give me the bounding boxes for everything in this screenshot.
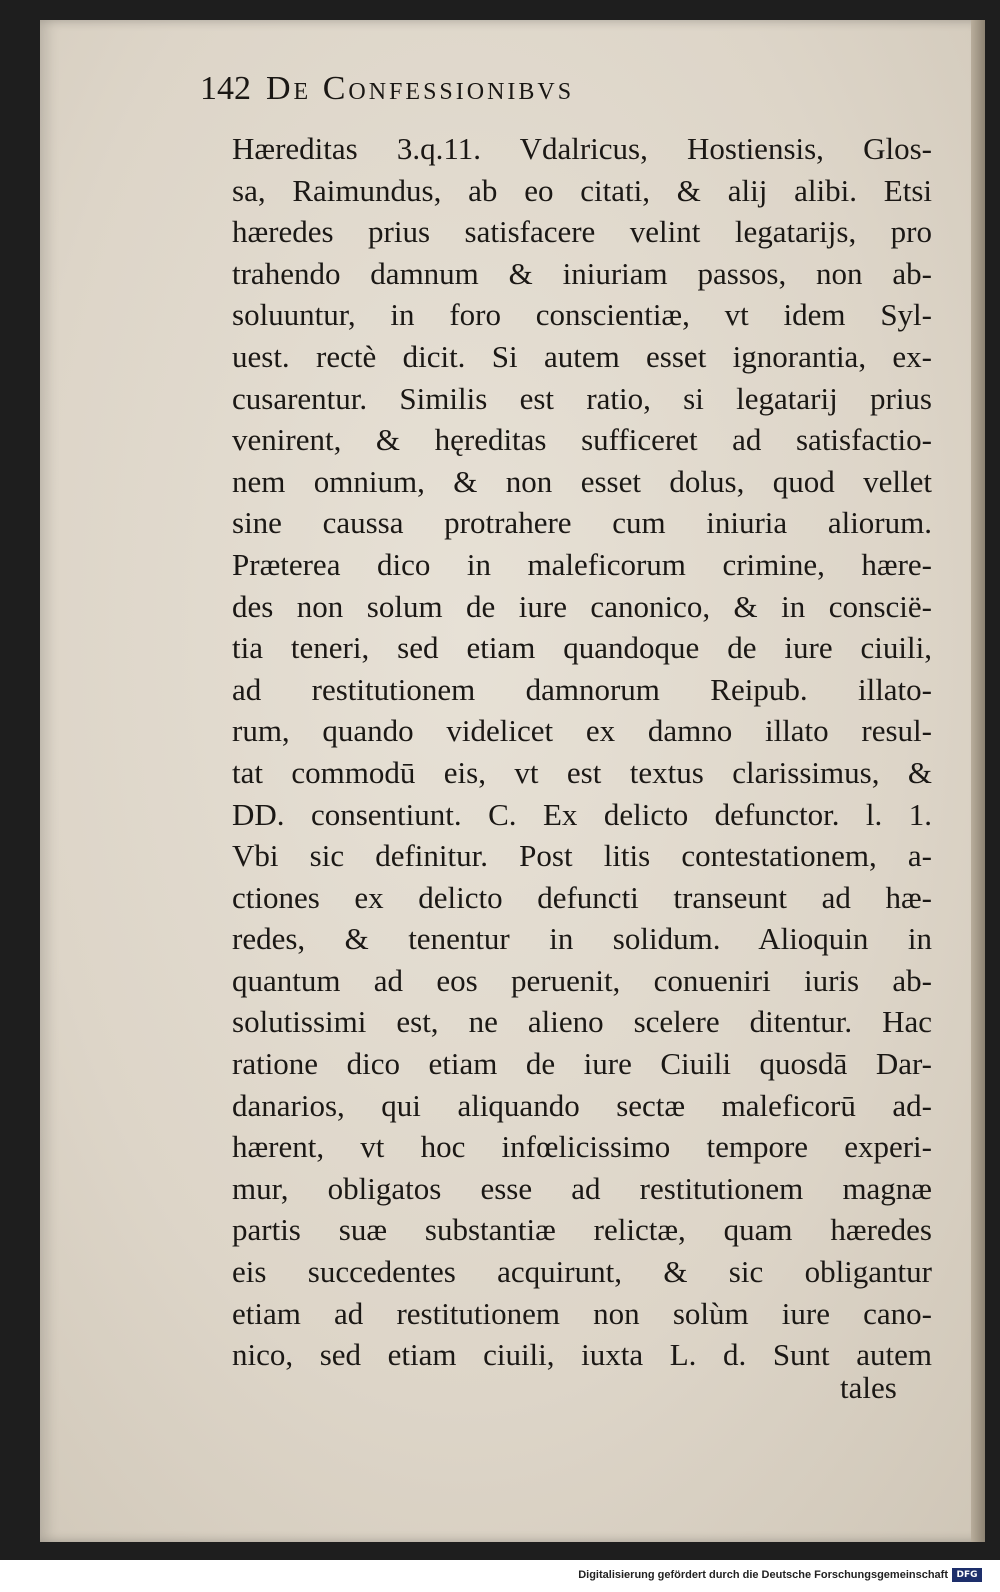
text-line: venirent, & hęreditas sufficeret ad satisfactio- [232, 422, 932, 458]
text-line: redes, & tenentur in solidum. Alioquin in [232, 921, 932, 957]
text-line: Hæreditas 3.q.11. Vdalricus, Hostiensis, Glos- [232, 131, 932, 166]
footer-bar [0, 1560, 1000, 1592]
text-line: sa, Raimundus, ab eo citati, & alij alibi. Etsi [232, 172, 932, 208]
text-line: tia teneri, sed etiam quandoque de iure ciuili, [232, 630, 932, 666]
text-line: uest. rectè dicit. Si autem esset ignorantia, ex- [232, 338, 932, 374]
text-line: rum, quando videlicet ex damno illato resul- [232, 713, 932, 749]
text-line: soluuntur, in foro conscientiæ, vt idem Syl- [232, 297, 932, 333]
text-line: mur, obligatos esse ad restitutionem magnæ [232, 1170, 932, 1206]
text-line: nem omnium, & non esset dolus, quod vellet [232, 463, 932, 499]
text-line: ratione dico etiam de iure Ciuili quosdā Dar- [232, 1046, 932, 1082]
funding-credit: Digitalisierung gefördert durch die Deutsche Forschungsgemeinschaft [578, 1569, 948, 1581]
text-line: cusarentur. Similis est ratio, si legatarij prius [232, 380, 932, 416]
text-line: des non solum de iure canonico, & in conscië- [232, 588, 932, 624]
running-title: De Confessionibvs [266, 70, 575, 107]
text-line: ad restitutionem damnorum Reipub. illato- [232, 671, 932, 707]
text-line: hæredes prius satisfacere velint legatarijs, pro [232, 214, 932, 250]
text-line: DD. consentiunt. C. Ex delicto defunctor. l. 1. [232, 796, 932, 832]
text-line: eis succedentes acquirunt, & sic obligantur [232, 1254, 932, 1290]
body-text [232, 128, 932, 1376]
text-line: danarios, qui aliquando sectæ maleficorū ad- [232, 1087, 932, 1123]
page-number: 142 [200, 70, 251, 107]
text-line: Præterea dico in maleficorum crimine, hære- [232, 546, 932, 582]
text-line: solutissimi est, ne alieno scelere ditentur. Hac [232, 1004, 932, 1040]
dfg-logo-icon: DFG [952, 1568, 982, 1582]
text-line: tat commodū eis, vt est textus clarissimus, & [232, 754, 932, 790]
text-line: ctiones ex delicto defuncti transeunt ad hæ- [232, 879, 932, 915]
text-line: sine caussa protrahere cum iniuria aliorum. [232, 505, 932, 541]
page-edge [971, 20, 985, 1542]
text-line: partis suæ substantiæ relictæ, quam hæredes [232, 1212, 932, 1248]
text-line: hærent, vt hoc infœlicissimo tempore experi- [232, 1129, 932, 1165]
text-line: etiam ad restitutionem non solùm iure cano- [232, 1295, 932, 1331]
page-header [200, 70, 800, 110]
text-line: Vbi sic definitur. Post litis contestationem, a- [232, 838, 932, 874]
catchword: tales [840, 1370, 897, 1405]
text-line: quantum ad eos peruenit, conueniri iuris ab- [232, 962, 932, 998]
text-line: trahendo damnum & iniuriam passos, non ab- [232, 255, 932, 291]
text-line: nico, sed etiam ciuili, iuxta L. d. Sunt autem [232, 1337, 932, 1373]
